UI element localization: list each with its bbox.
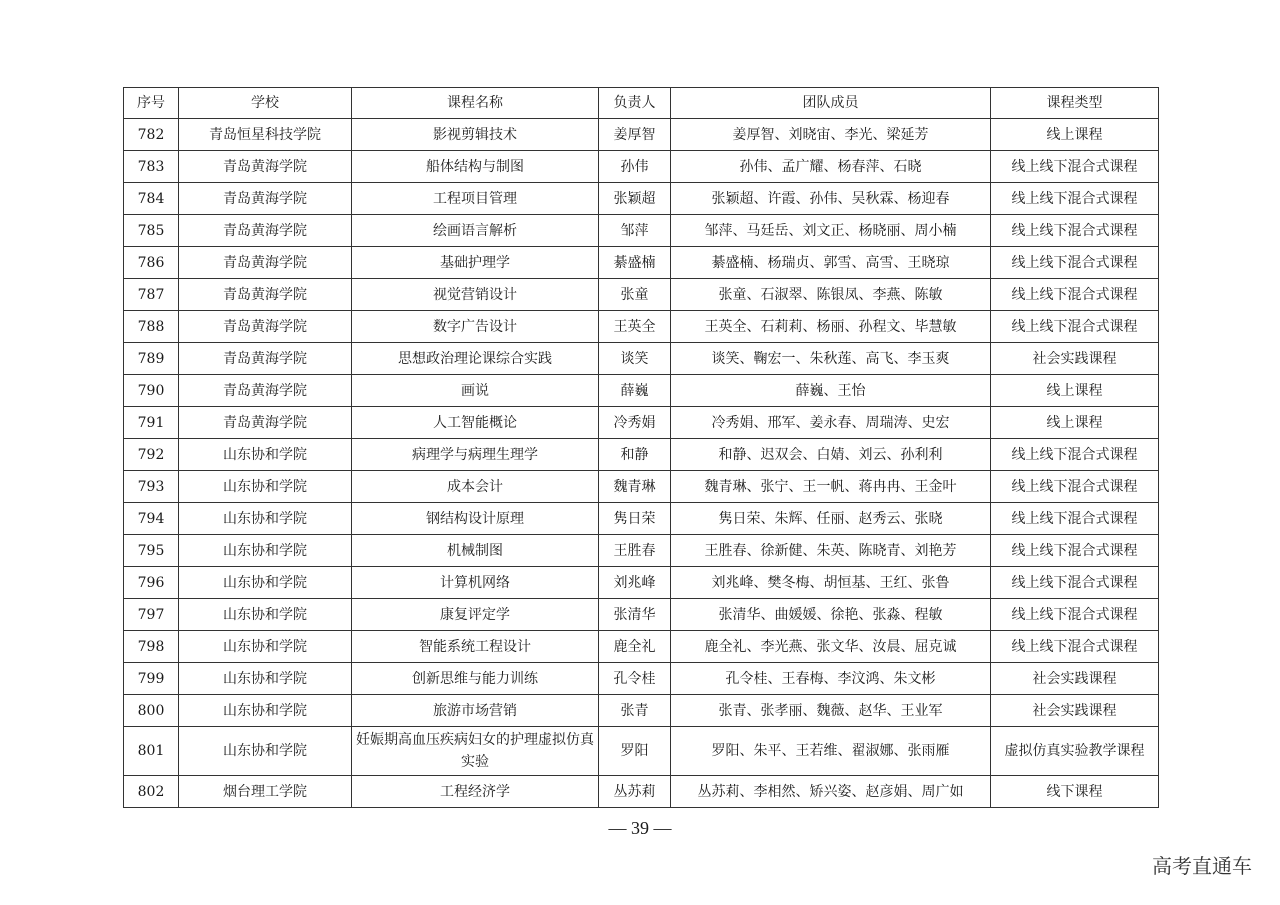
table-cell: 丛苏莉、李相然、矫兴姿、赵彦娟、周广如 <box>671 776 991 808</box>
table-cell: 刘兆峰、樊冬梅、胡恒基、王红、张鲁 <box>671 567 991 599</box>
table-cell: 綦盛楠 <box>599 247 671 279</box>
table-row <box>124 375 1159 407</box>
table-header-row <box>124 88 1159 119</box>
table-row <box>124 727 1159 776</box>
table-cell: 康复评定学 <box>352 599 599 631</box>
table-cell: 线上线下混合式课程 <box>991 535 1159 567</box>
table-cell: 计算机网络 <box>352 567 599 599</box>
table-cell: 张童 <box>599 279 671 311</box>
table-cell: 784 <box>124 183 179 215</box>
table-row <box>124 631 1159 663</box>
table-cell: 张清华、曲媛媛、徐艳、张淼、程敏 <box>671 599 991 631</box>
table-cell: 788 <box>124 311 179 343</box>
table-cell: 青岛黄海学院 <box>179 375 352 407</box>
watermark: 高考直通车 <box>1152 854 1252 878</box>
table-cell: 797 <box>124 599 179 631</box>
table-cell: 基础护理学 <box>352 247 599 279</box>
table-cell: 鹿全礼 <box>599 631 671 663</box>
table-row <box>124 439 1159 471</box>
table-row <box>124 471 1159 503</box>
table-cell: 邹萍 <box>599 215 671 247</box>
table-cell: 山东协和学院 <box>179 503 352 535</box>
table-cell: 王英全 <box>599 311 671 343</box>
table-row <box>124 567 1159 599</box>
header-cell: 课程类型 <box>991 88 1159 119</box>
table-row <box>124 535 1159 567</box>
table-cell: 妊娠期高血压疾病妇女的护理虚拟仿真实验 <box>352 727 599 776</box>
table-cell: 山东协和学院 <box>179 695 352 727</box>
table-cell: 线上线下混合式课程 <box>991 215 1159 247</box>
table-cell: 线上线下混合式课程 <box>991 151 1159 183</box>
table-cell: 799 <box>124 663 179 695</box>
table-cell: 病理学与病理生理学 <box>352 439 599 471</box>
table-cell: 青岛黄海学院 <box>179 247 352 279</box>
table-cell: 青岛黄海学院 <box>179 151 352 183</box>
table-cell: 796 <box>124 567 179 599</box>
table-cell: 801 <box>124 727 179 776</box>
table-cell: 孔令桂、王春梅、李汶鸿、朱文彬 <box>671 663 991 695</box>
table-cell: 张青、张孝丽、魏薇、赵华、王业军 <box>671 695 991 727</box>
table-cell: 线上线下混合式课程 <box>991 247 1159 279</box>
table-cell: 789 <box>124 343 179 375</box>
page-number: — 39 — <box>608 818 672 838</box>
table-cell: 793 <box>124 471 179 503</box>
table-cell: 工程经济学 <box>352 776 599 808</box>
table-cell: 792 <box>124 439 179 471</box>
table-cell: 孔令桂 <box>599 663 671 695</box>
table-cell: 张颖超、许霞、孙伟、吴秋霖、杨迎春 <box>671 183 991 215</box>
table-cell: 山东协和学院 <box>179 631 352 663</box>
table-row <box>124 183 1159 215</box>
table-cell: 线上线下混合式课程 <box>991 503 1159 535</box>
table-cell: 线上线下混合式课程 <box>991 311 1159 343</box>
table-cell: 山东协和学院 <box>179 567 352 599</box>
table-cell: 罗阳 <box>599 727 671 776</box>
table-cell: 魏青琳 <box>599 471 671 503</box>
table-cell: 线上线下混合式课程 <box>991 183 1159 215</box>
table-cell: 线上线下混合式课程 <box>991 471 1159 503</box>
table-cell: 791 <box>124 407 179 439</box>
table-row <box>124 599 1159 631</box>
table-cell: 青岛黄海学院 <box>179 407 352 439</box>
table-cell: 山东协和学院 <box>179 471 352 503</box>
table-cell: 782 <box>124 119 179 151</box>
table-cell: 山东协和学院 <box>179 663 352 695</box>
table-cell: 孙伟 <box>599 151 671 183</box>
header-cell: 负责人 <box>599 88 671 119</box>
table-cell: 邹萍、马廷岳、刘文正、杨晓丽、周小楠 <box>671 215 991 247</box>
table-cell: 790 <box>124 375 179 407</box>
table-row <box>124 119 1159 151</box>
table-cell: 机械制图 <box>352 535 599 567</box>
table-cell: 冷秀娟 <box>599 407 671 439</box>
table-row <box>124 215 1159 247</box>
table-cell: 冷秀娟、邢军、姜永春、周瑞涛、史宏 <box>671 407 991 439</box>
table-cell: 线上线下混合式课程 <box>991 599 1159 631</box>
table-cell: 工程项目管理 <box>352 183 599 215</box>
table-cell: 青岛黄海学院 <box>179 343 352 375</box>
table-cell: 线下课程 <box>991 776 1159 808</box>
table-row <box>124 247 1159 279</box>
table-cell: 烟台理工学院 <box>179 776 352 808</box>
table-cell: 张颖超 <box>599 183 671 215</box>
table-cell: 思想政治理论课综合实践 <box>352 343 599 375</box>
table-cell: 智能系统工程设计 <box>352 631 599 663</box>
table-cell: 785 <box>124 215 179 247</box>
table-cell: 山东协和学院 <box>179 599 352 631</box>
header-cell: 学校 <box>179 88 352 119</box>
table-cell: 虚拟仿真实验教学课程 <box>991 727 1159 776</box>
table-cell: 人工智能概论 <box>352 407 599 439</box>
table-cell: 和静、迟双会、白婧、刘云、孙利利 <box>671 439 991 471</box>
table-cell: 794 <box>124 503 179 535</box>
table-cell: 隽日荣 <box>599 503 671 535</box>
table-cell: 刘兆峰 <box>599 567 671 599</box>
table-cell: 线上线下混合式课程 <box>991 279 1159 311</box>
table-cell: 视觉营销设计 <box>352 279 599 311</box>
table-cell: 线上线下混合式课程 <box>991 631 1159 663</box>
table-row <box>124 503 1159 535</box>
table-cell: 802 <box>124 776 179 808</box>
table-cell: 山东协和学院 <box>179 727 352 776</box>
table-cell: 张清华 <box>599 599 671 631</box>
table-cell: 孙伟、孟广耀、杨春萍、石晓 <box>671 151 991 183</box>
table-cell: 线上课程 <box>991 375 1159 407</box>
table-row <box>124 279 1159 311</box>
table-cell: 成本会计 <box>352 471 599 503</box>
table-cell: 800 <box>124 695 179 727</box>
table-row <box>124 776 1159 808</box>
table-cell: 青岛黄海学院 <box>179 311 352 343</box>
table-cell: 社会实践课程 <box>991 663 1159 695</box>
table-cell: 薛巍、王怡 <box>671 375 991 407</box>
table-cell: 张青 <box>599 695 671 727</box>
table-cell: 795 <box>124 535 179 567</box>
header-cell: 课程名称 <box>352 88 599 119</box>
table-cell: 鹿全礼、李光燕、张文华、汝晨、屈克诚 <box>671 631 991 663</box>
table-cell: 隽日荣、朱辉、任丽、赵秀云、张晓 <box>671 503 991 535</box>
table-cell: 船体结构与制图 <box>352 151 599 183</box>
table-cell: 创新思维与能力训练 <box>352 663 599 695</box>
table-cell: 线上线下混合式课程 <box>991 439 1159 471</box>
table-cell: 姜厚智 <box>599 119 671 151</box>
table-cell: 綦盛楠、杨瑞贞、郭雪、高雪、王晓琼 <box>671 247 991 279</box>
table-cell: 青岛黄海学院 <box>179 215 352 247</box>
table-cell: 青岛黄海学院 <box>179 183 352 215</box>
table-cell: 钢结构设计原理 <box>352 503 599 535</box>
table-row <box>124 343 1159 375</box>
header-cell: 团队成员 <box>671 88 991 119</box>
table-cell: 王英全、石莉莉、杨丽、孙程文、毕慧敏 <box>671 311 991 343</box>
table-cell: 王胜春 <box>599 535 671 567</box>
table-cell: 姜厚智、刘晓宙、李光、梁延芳 <box>671 119 991 151</box>
table-cell: 798 <box>124 631 179 663</box>
table-cell: 谈笑、鞠宏一、朱秋莲、高飞、李玉爽 <box>671 343 991 375</box>
table-row <box>124 407 1159 439</box>
table-cell: 山东协和学院 <box>179 439 352 471</box>
table-cell: 783 <box>124 151 179 183</box>
table-cell: 数字广告设计 <box>352 311 599 343</box>
table-cell: 社会实践课程 <box>991 343 1159 375</box>
course-table <box>123 87 1159 808</box>
table-row <box>124 311 1159 343</box>
header-cell: 序号 <box>124 88 179 119</box>
table-cell: 青岛恒星科技学院 <box>179 119 352 151</box>
table-cell: 谈笑 <box>599 343 671 375</box>
table-cell: 丛苏莉 <box>599 776 671 808</box>
table-cell: 和静 <box>599 439 671 471</box>
table-cell: 王胜春、徐新健、朱英、陈晓青、刘艳芳 <box>671 535 991 567</box>
table-cell: 社会实践课程 <box>991 695 1159 727</box>
table-cell: 线上线下混合式课程 <box>991 567 1159 599</box>
table-cell: 绘画语言解析 <box>352 215 599 247</box>
table-cell: 786 <box>124 247 179 279</box>
table-cell: 罗阳、朱平、王若维、翟淑娜、张雨雁 <box>671 727 991 776</box>
table-cell: 线上课程 <box>991 119 1159 151</box>
table-row <box>124 151 1159 183</box>
table-cell: 影视剪辑技术 <box>352 119 599 151</box>
table-cell: 画说 <box>352 375 599 407</box>
table-cell: 线上课程 <box>991 407 1159 439</box>
table-cell: 山东协和学院 <box>179 535 352 567</box>
table-cell: 张童、石淑翠、陈银凤、李燕、陈敏 <box>671 279 991 311</box>
table-cell: 魏青琳、张宁、王一帆、蒋冉冉、王金叶 <box>671 471 991 503</box>
table-cell: 787 <box>124 279 179 311</box>
table-cell: 青岛黄海学院 <box>179 279 352 311</box>
table-row <box>124 695 1159 727</box>
table-cell: 薛巍 <box>599 375 671 407</box>
table-row <box>124 663 1159 695</box>
table-cell: 旅游市场营销 <box>352 695 599 727</box>
